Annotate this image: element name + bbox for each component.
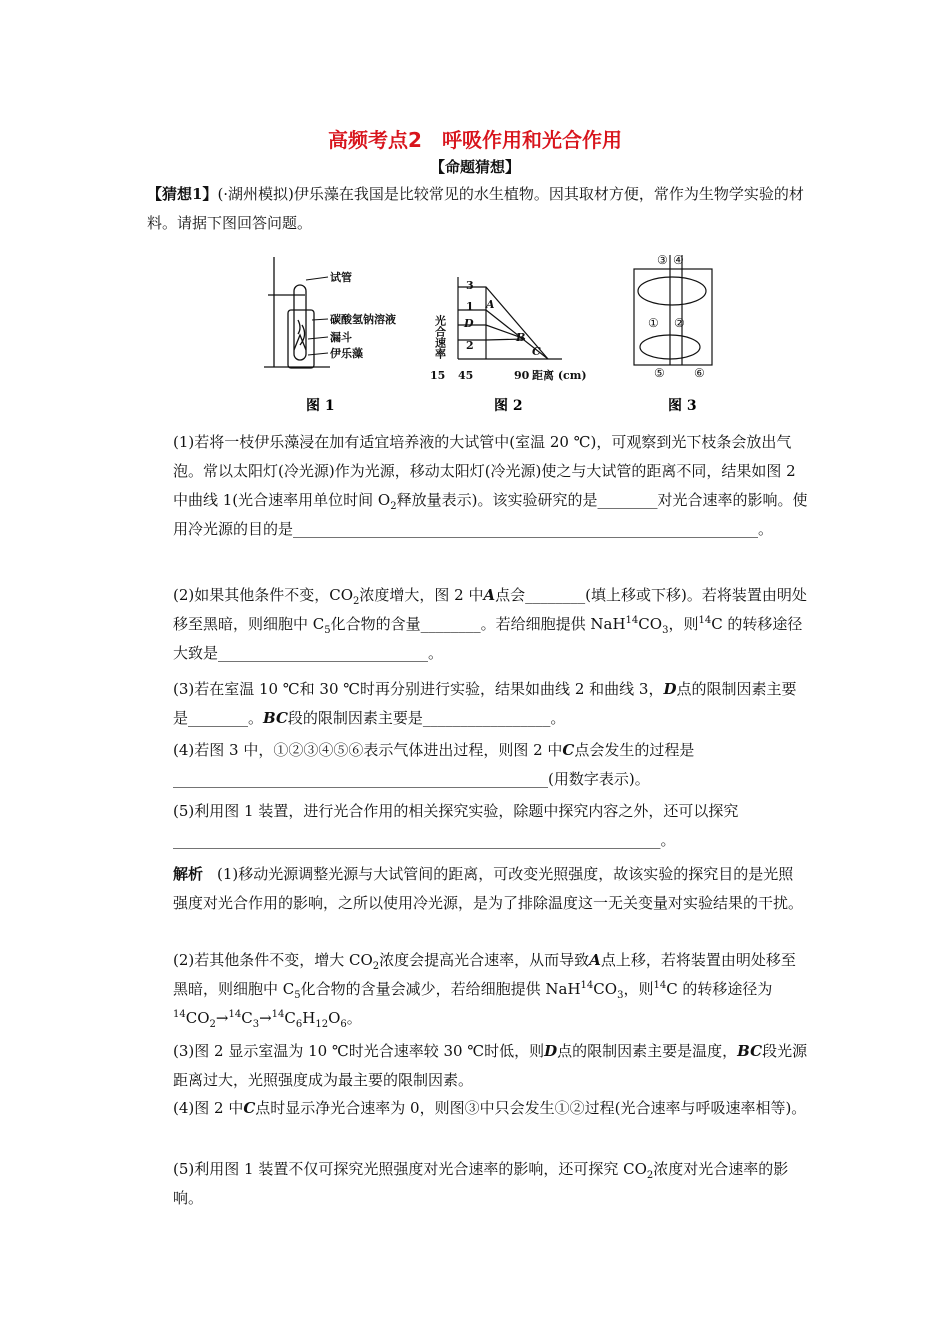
analysis-2 [173, 946, 808, 1033]
an2-j: C [241, 1009, 253, 1027]
question-4 [173, 736, 808, 794]
analysis-4 [173, 1094, 808, 1123]
an2-i: → [215, 1009, 229, 1027]
q2-sub-3: 3 [662, 625, 669, 636]
fig2-curve-1: 1 [466, 300, 474, 313]
fig3-num-3: ③ [657, 255, 668, 267]
fig2-point-A: A [486, 298, 495, 311]
fig1-label-solution: 碳酸氢钠溶液 [330, 313, 396, 326]
fig2-caption: 图 2 [494, 398, 523, 414]
an2-sub-3a: 3 [617, 990, 624, 1001]
guess-label: 【猜想1】 [147, 185, 218, 203]
an2-c: 点上移，若将装置由明处移至黑暗，则细胞中 C [173, 951, 796, 998]
q2-point-A: A [483, 586, 496, 604]
q1-text-a: (1)若将一枝伊乐藻浸在加有适宜培养液的大试管中(室温 20 ℃)，可观察到光下枝条会放出气泡。常以太阳灯(冷光源)作为光源，移动太阳灯(冷光源)使之与大试管的距离不同，结果如图 2 中曲线 1(光合速率用单位时间 O [173, 433, 796, 509]
an2-sub-6b: 6 [340, 1019, 347, 1030]
an2-m: H [302, 1009, 316, 1027]
an2-g: C 的转移途径为 [666, 980, 773, 998]
an2-sup-14b: 14 [653, 980, 667, 991]
question-1 [173, 428, 808, 544]
guess-intro-text: 伊乐藻在我国是比较常见的水生植物。因其取材方便，常作为生物学实验的材料。请据下图回答问题。 [147, 185, 804, 232]
an3-point-D: D [544, 1042, 558, 1060]
fig3-caption: 图 3 [668, 398, 697, 414]
q1-text-b: 释放量表示)。该实验研究的是________对光合速率的影响。使用冷光源的目的是______________________________________________________________。 [173, 491, 808, 538]
an3-a: (3)图 2 显示室温为 10 ℃时光合速率较 30 ℃时低，则 [173, 1042, 545, 1060]
analysis-3 [173, 1037, 808, 1095]
analysis-p1: (1)移动光源调整光源与大试管间的距离，可改变光照强度，故该实验的探究目的是光照强度对光合作用的影响，之所以使用冷光源，是为了排除温度这一无关变量对实验结果的干扰。 [173, 865, 804, 912]
fig3-num-6: ⑥ [694, 366, 705, 380]
an2-sub-co2: 2 [372, 961, 380, 972]
fig3-num-5: ⑤ [654, 366, 665, 380]
an5-sub-co2: 2 [646, 1170, 654, 1181]
figure-3-cell [634, 255, 712, 365]
an2-point-A: A [589, 951, 601, 969]
question-3 [173, 675, 808, 733]
an2-n: O [328, 1009, 341, 1027]
fig2-curve-2: 2 [466, 339, 474, 352]
figures-panel [250, 255, 720, 420]
q3-text-a: (3)若在室温 10 ℃和 30 ℃时再分别进行实验，结果如曲线 2 和曲线 3， [173, 680, 664, 698]
q3-point-D: D [663, 680, 677, 698]
an2-b: 浓度会提高光合速率，从而导致 [379, 951, 590, 969]
q2-text-g: C 的转移途径大致是____________________________。 [173, 615, 803, 662]
fig2-ylabel: 光合速率 [433, 315, 447, 359]
an2-sub-2b: 2 [209, 1019, 216, 1030]
q3-text-c: 段的限制因素主要是_________________。 [287, 709, 566, 727]
an2-d: 化合物的含量会减少，若给细胞提供 NaH [300, 980, 581, 998]
an2-sup-14a: 14 [580, 980, 594, 991]
an2-sub-12: 12 [315, 1019, 329, 1030]
an2-k: → [259, 1009, 272, 1027]
fig1-caption: 图 1 [306, 398, 335, 414]
an2-sup-14d: 14 [228, 1009, 242, 1020]
q4-point-C: C [562, 741, 575, 759]
an4-b: 点时显示净光合速率为 0，则图③中只会发生①②过程(光合速率与呼吸速率相等)。 [255, 1099, 807, 1117]
an2-h: CO [185, 1009, 210, 1027]
q2-text-d: 化合物的含量________。若给细胞提供 NaH [330, 615, 626, 633]
q2-sup-14a: 14 [625, 615, 639, 626]
q2-sub-co2: 2 [353, 596, 360, 607]
fig2-point-C: C [532, 345, 541, 358]
guess-source: (·湖州模拟) [217, 185, 294, 203]
q2-sub-c5: 5 [324, 625, 331, 636]
q4-text-a: (4)若图 3 中，①②③④⑤⑥表示气体进出过程，则图 2 中 [173, 741, 563, 759]
an2-sup-14e: 14 [271, 1009, 285, 1020]
an2-sub-c5: 5 [294, 990, 301, 1001]
an3-c: 段光源距离过大，光照强度成为最主要的限制因素。 [173, 1042, 808, 1089]
analysis-1 [173, 860, 808, 918]
an3-segment-BC: BC [737, 1042, 763, 1060]
figure-3-numbers [648, 255, 705, 380]
analysis-5 [173, 1155, 808, 1213]
q2-text-f: ，则 [668, 615, 699, 633]
an3-b: 点的限制因素主要是温度， [557, 1042, 738, 1060]
fig1-label-elodea: 伊乐藻 [330, 347, 363, 360]
fig2-curve-3: 3 [466, 279, 474, 292]
an5-a: (5)利用图 1 装置不仅可探究光照强度对光合速率的影响，还可探究 CO [173, 1160, 647, 1178]
fig2-xlabel: 距离 (cm) [532, 369, 587, 382]
fig2-xtick-45: 45 [458, 369, 474, 382]
question-2 [173, 581, 808, 668]
fig2-xtick-90: 90 [514, 369, 530, 382]
fig3-num-4: ④ [673, 255, 684, 267]
an2-sub-3b: 3 [252, 1019, 260, 1030]
an2-e: CO [593, 980, 618, 998]
question-5: (5)利用图 1 装置，进行光合作用的相关探究实验，除题中探究内容之外，还可以探究_________________________________________________________________。 [173, 802, 739, 849]
fig2-xtick-15: 15 [430, 369, 446, 382]
an2-l: C [284, 1009, 296, 1027]
an2-sub-6a: 6 [295, 1019, 303, 1030]
q3-segment-BC: BC [263, 709, 288, 727]
an4-point-C: C [243, 1099, 256, 1117]
fig2-point-D: D [464, 317, 474, 330]
q2-text-c: 点会________(填上移或下移)。若将装置由明处移至黑暗，则细胞中 C [173, 586, 807, 633]
q3-text-b: 点的限制因素主要是________。 [173, 680, 797, 727]
figure-2-text [430, 279, 587, 382]
fig2-point-B: B [516, 331, 526, 344]
figure-1-labels [306, 270, 396, 360]
an4-a: (4)图 2 中 [173, 1099, 244, 1117]
fig3-num-1: ① [648, 316, 659, 330]
analysis-label: 解析 [173, 865, 204, 883]
fig1-label-tube: 试管 [330, 271, 352, 284]
an2-sup-14c: 14 [173, 1009, 186, 1020]
an2-a: (2)若其他条件不变，增大 CO [173, 951, 373, 969]
an2-f: ，则 [623, 980, 654, 998]
q2-text-e: CO [638, 615, 663, 633]
fig1-label-funnel: 漏斗 [330, 331, 352, 344]
q1-sub: 2 [390, 501, 397, 512]
page-title: 高频考点2 呼吸作用和光合作用 [328, 128, 622, 152]
q2-sup-14b: 14 [698, 615, 712, 626]
q4-text-b: 点会发生的过程是__________________________________________________(用数字表示)。 [173, 741, 695, 788]
guess-intro [147, 180, 809, 238]
q2-text-b: 浓度增大，图 2 中 [359, 586, 484, 604]
section-subtitle: 【命题猜想】 [429, 158, 520, 176]
fig3-num-2: ② [674, 316, 685, 330]
an2-o: 。 [346, 1009, 362, 1027]
q2-text-a: (2)如果其他条件不变，CO [173, 586, 354, 604]
an5-b: 浓度对光合速率的影响。 [173, 1160, 789, 1207]
figure-1-apparatus [264, 257, 330, 368]
